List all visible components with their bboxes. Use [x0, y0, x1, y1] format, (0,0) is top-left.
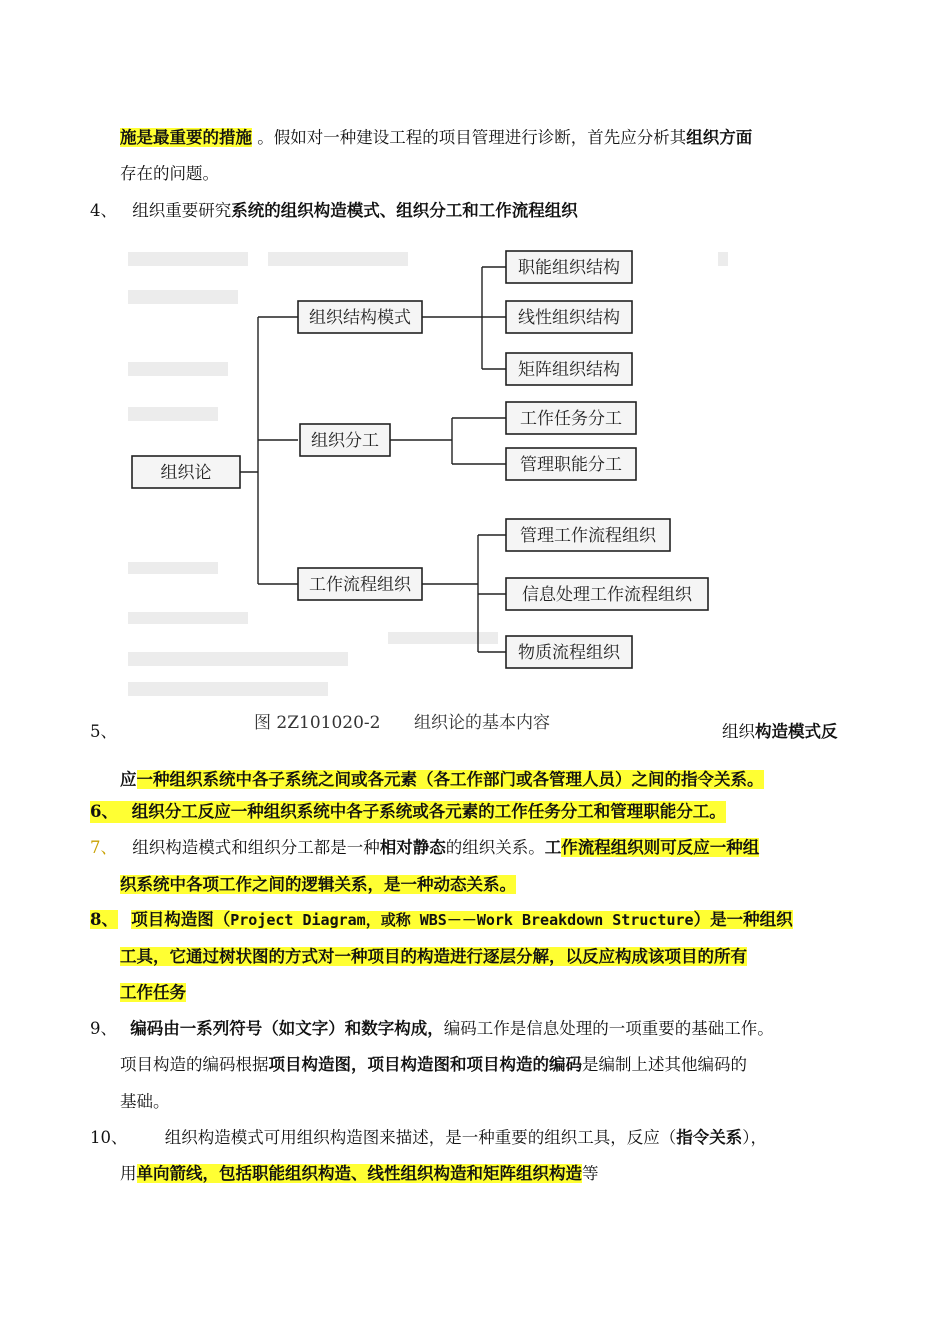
- para7-line2: [120, 874, 516, 896]
- item-number: 5、: [90, 722, 117, 741]
- item-number: 7、: [90, 838, 117, 857]
- para8-line3: [120, 982, 186, 1004]
- leaf-function-division: [506, 448, 636, 480]
- body-text: 的组织关系。: [445, 838, 545, 857]
- leaf-label: 信息处理工作流程组织: [522, 585, 692, 605]
- bold-text: 系统的组织构造模式、组织分工和工作流程组织: [231, 201, 578, 220]
- body-text: 组织构造模式可用组织构造图来描述，是一种重要的组织工具，反应（: [164, 1128, 677, 1147]
- highlight-text: 织系统中各项工作之间的逻辑关系，是一种动态关系。: [120, 875, 516, 894]
- bold-text: 相对静态: [379, 838, 446, 857]
- para10-line2: [120, 1163, 599, 1185]
- leaf-label: 工作任务分工: [520, 409, 622, 429]
- para9-line2: [120, 1054, 747, 1076]
- bold-text: 项目构造图，项目构造图和项目构造的编码: [268, 1055, 582, 1074]
- item-number: 8、: [90, 910, 118, 929]
- branch-label: 工作流程组织: [309, 575, 411, 595]
- para6-line1: [90, 801, 726, 823]
- leaf-linear: [506, 301, 632, 333]
- para8-line1: [90, 909, 793, 931]
- body-text: 组织构造模式和组织分工都是一种: [132, 838, 380, 857]
- item-number: 10、: [90, 1128, 128, 1147]
- leaf-label: 管理工作流程组织: [520, 526, 656, 546]
- highlight-text: 工作任务: [120, 983, 186, 1002]
- leaf-functional: [506, 251, 632, 283]
- para5-line2: [120, 769, 764, 791]
- leaf-info-workflow: [506, 578, 708, 610]
- para9-line3: [120, 1091, 170, 1113]
- para3-line1: [120, 127, 752, 149]
- leaf-label: 线性组织结构: [518, 308, 620, 328]
- bold-text: 组织方面: [686, 128, 753, 147]
- branch-label: 组织结构模式: [309, 308, 411, 328]
- branch-label: 组织分工: [311, 431, 379, 451]
- body-text: 组织: [722, 722, 755, 741]
- body-text: 基础。: [120, 1092, 170, 1111]
- highlight-text: ）是一种组织: [693, 910, 793, 929]
- para5-number: [90, 721, 117, 743]
- bold-text: 构造模式反: [755, 722, 838, 741]
- para10-line1: [90, 1127, 767, 1149]
- leaf-management-workflow: [506, 519, 670, 551]
- body-text: 编码工作是信息处理的一项重要的基础工作。: [443, 1019, 774, 1038]
- para7-line1: [90, 837, 759, 859]
- highlight-text: Project Diagram，或称 WBS－－Work Breakdown Structure: [230, 911, 694, 929]
- branch-workflow-org: [298, 568, 422, 600]
- body-text: ），: [742, 1128, 767, 1147]
- branch-structure-mode: [298, 301, 422, 333]
- item-number: 9、: [90, 1019, 117, 1038]
- leaf-task-division: [506, 402, 636, 434]
- item-number: 4、: [90, 201, 117, 220]
- leaf-label: 职能组织结构: [518, 258, 620, 278]
- body-text: 。假如对一种建设工程的项目管理进行诊断，首先应分析其: [252, 128, 687, 147]
- bold-text: 编码由一系列符号（如文字）和数字构成，: [130, 1019, 444, 1038]
- branch-division-of-labor: [300, 424, 390, 456]
- leaf-label: 矩阵组织结构: [518, 360, 620, 380]
- para9-line1: [90, 1018, 774, 1040]
- leaf-label: 管理职能分工: [520, 455, 622, 475]
- figure-caption-code: 图 2Z101020-2: [254, 713, 381, 733]
- para4-line1: [90, 200, 578, 222]
- highlight-text: 单向箭线，包括职能组织构造、线性组织构造和矩阵组织构造: [136, 1164, 582, 1183]
- root-node: [132, 456, 240, 488]
- leaf-material-flow: [506, 636, 632, 668]
- highlight-text: 作流程组织则可反应一种组: [561, 838, 760, 857]
- bold-text: 指令关系: [676, 1128, 743, 1147]
- body-text: 存在的问题。: [120, 164, 219, 183]
- figure-caption-text: 组织论的基本内容: [414, 713, 550, 733]
- root-label: 组织论: [160, 463, 212, 483]
- org-theory-diagram: [118, 232, 730, 742]
- bold-text: 工: [544, 838, 562, 857]
- body-text: 等: [582, 1164, 599, 1183]
- body-text: 是编制上述其他编码的: [582, 1055, 747, 1074]
- para3-line2: [120, 163, 219, 185]
- bold-text: 应: [120, 770, 137, 789]
- leaf-label: 物质流程组织: [518, 643, 620, 663]
- para8-line2: [120, 946, 747, 968]
- leaf-matrix: [506, 353, 632, 385]
- highlight-text: 组织分工反应一种组织系统中各子系统或各元素的工作任务分工和管理职能分工。: [131, 802, 726, 821]
- body-text: 用: [120, 1164, 137, 1183]
- item-number: 6、: [90, 802, 118, 821]
- highlight-text: 项目构造图（: [131, 910, 231, 929]
- highlight-text: 一种组织系统中各子系统之间或各元素（各工作部门或各管理人员）之间的指令关系。: [136, 770, 764, 789]
- para5-line1-right: [722, 721, 838, 743]
- body-text: 项目构造的编码根据: [120, 1055, 269, 1074]
- body-text: 组织重要研究: [132, 201, 232, 220]
- highlight-text: 工具，它通过树状图的方式对一种项目的构造进行逐层分解，以反应构成该项目的所有: [120, 947, 747, 966]
- highlight-text: 施是最重要的措施: [120, 128, 252, 147]
